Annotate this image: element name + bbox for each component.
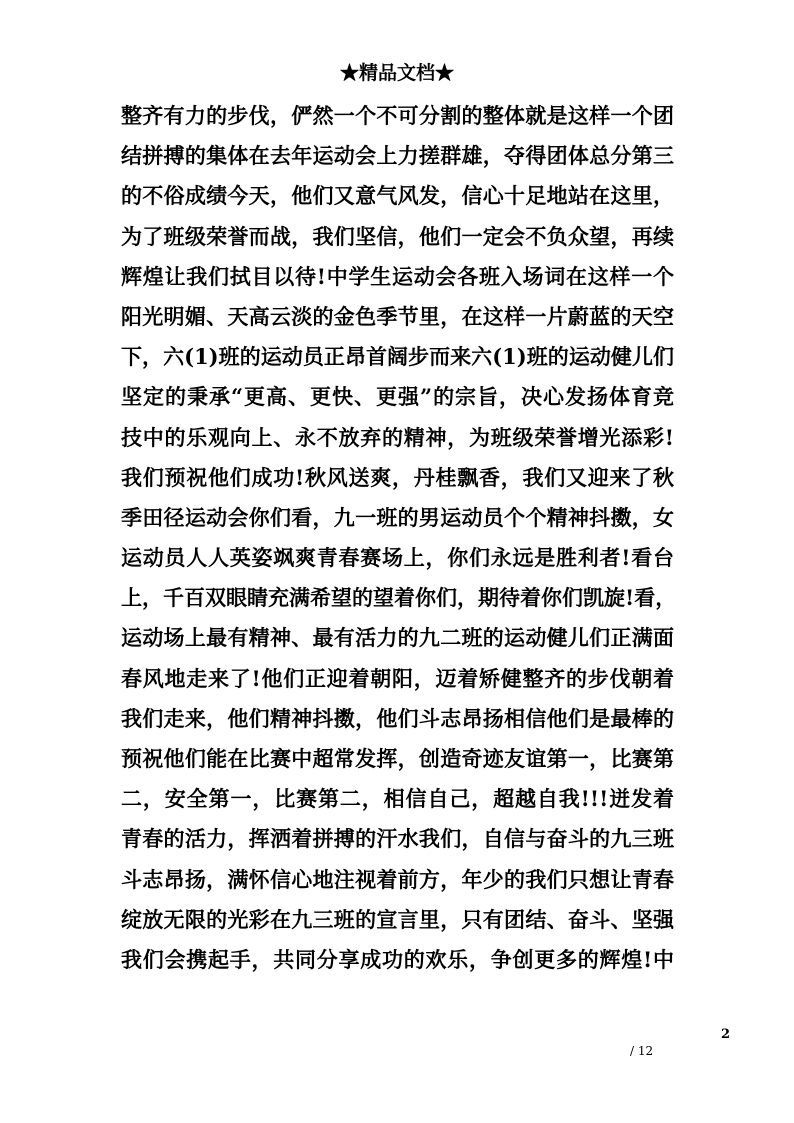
text-line: 斗志昂扬，满怀信心地注视着前方，年少的我们只想让青春 — [121, 866, 674, 892]
text-line: 运动场上最有精神、最有活力的九二班的运动健儿们正满面 — [121, 625, 674, 651]
text-line: 绽放无限的光彩在九三班的宣言里，只有团结、奋斗、坚强 — [121, 906, 674, 932]
page-total: / 12 — [630, 1044, 654, 1058]
text-line: 我们走来，他们精神抖擞，他们斗志昂扬相信他们是最棒的 — [121, 705, 674, 731]
text-line: 二，安全第一，比赛第二，相信自己，超越自我!!!迸发着 — [121, 786, 674, 812]
text-line: 辉煌让我们拭目以待!中学生运动会各班入场词在这样一个 — [121, 263, 674, 289]
text-line: 上，千百双眼睛充满希望的望着你们，期待着你们凯旋!看， — [121, 585, 677, 611]
text-line: 下，六(1)班的运动员正昂首阔步而来六(1)班的运动健儿们 — [121, 344, 674, 370]
page-header-title: ★精品文档★ — [339, 62, 454, 84]
text-line: 预祝他们能在比赛中超常发挥，创造奇迹友谊第一，比赛第 — [121, 746, 674, 771]
text-line: 为了班级荣誉而战，我们坚信，他们一定会不负众望，再续 — [121, 223, 674, 249]
text-line: 技中的乐观向上、永不放弃的精神，为班级荣誉增光添彩! — [121, 424, 674, 450]
page-number: 2 — [721, 1027, 731, 1042]
document-body — [121, 96, 677, 980]
text-line: 春风地走来了!他们正迎着朝阳，迈着矫健整齐的步伐朝着 — [121, 665, 674, 691]
text-line: 整齐有力的步伐，俨然一个不可分割的整体就是这样一个团 — [121, 103, 674, 128]
text-line: 青春的活力，挥洒着拼搏的汗水我们，自信与奋斗的九三班 — [121, 826, 674, 852]
text-line: 的不俗成绩今天，他们又意气风发，信心十足地站在这里， — [121, 183, 674, 209]
text-line: 我们会携起手，共同分享成功的欢乐，争创更多的辉煌!中 — [121, 946, 674, 972]
text-line: 运动员人人英姿飒爽青春赛场上，你们永远是胜利者!看台 — [121, 545, 674, 571]
text-line: 坚定的秉承“更高、更快、更强”的宗旨，决心发扬体育竞 — [121, 384, 674, 410]
text-line: 结拼搏的集体在去年运动会上力搓群雄，夺得团体总分第三 — [121, 143, 674, 169]
text-line: 季田径运动会你们看，九一班的男运动员个个精神抖擞，女 — [121, 504, 674, 530]
text-line: 我们预祝他们成功!秋风送爽，丹桂飘香，我们又迎来了秋 — [121, 464, 674, 490]
text-line: 阳光明媚、天高云淡的金色季节里，在这样一片蔚蓝的天空 — [121, 303, 674, 329]
